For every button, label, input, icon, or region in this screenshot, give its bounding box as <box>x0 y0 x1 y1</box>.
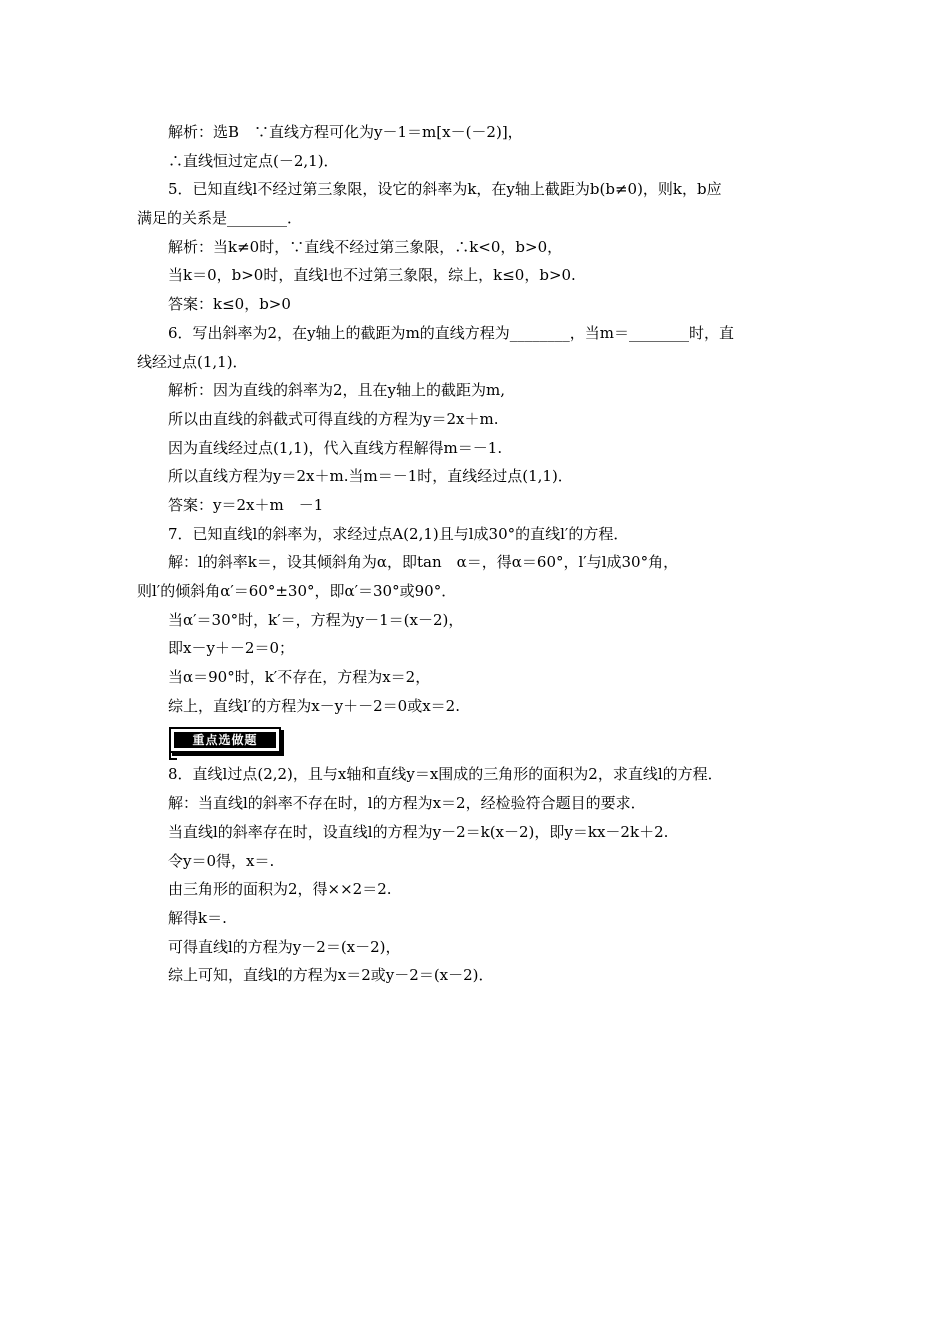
text-line: 所以由直线的斜截式可得直线的方程为y＝2x＋m. <box>168 409 499 428</box>
text-line: 当k＝0，b>0时，直线l也不过第三象限，综上，k≤0，b>0. <box>168 266 576 285</box>
document-body <box>137 118 817 990</box>
question-8: 8．直线l过点(2,2)，且与x轴和直线y＝x围成的三角形的面积为2，求直线l的方程． <box>168 765 723 784</box>
text-line: 综上，直线l′的方程为x－y＋－2＝0或x＝2. <box>168 696 460 715</box>
text-line: 当α′＝30°时，k′＝，方程为y－1＝(x－2)， <box>168 610 464 629</box>
question-5: 5．已知直线l不经过第三象限，设它的斜率为k，在y轴上截距为b(b≠0)，则k，b应 <box>168 180 722 199</box>
text-line: 当直线l的斜率存在时，设直线l的方程为y－2＝k(x－2)，即y＝kx－2k＋2. <box>168 822 669 841</box>
text-line: 可得直线l的方程为y－2＝(x－2)， <box>168 937 401 956</box>
text-line: 解析：选B ∵直线方程可化为y－1＝m[x－(－2)]， <box>168 123 523 141</box>
text-line: 因为直线经过点(1,1)，代入直线方程解得m＝－1. <box>168 438 503 457</box>
question-7: 7．已知直线l的斜率为，求经过点A(2,1)且与l成30°的直线l′的方程． <box>168 524 629 543</box>
text-line: 解析：当k≠0时，∵直线不经过第三象限，∴k<0，b>0， <box>168 237 563 256</box>
text-line: 综上可知，直线l的方程为x＝2或y－2＝(x－2)． <box>168 966 494 985</box>
section-badge-box <box>169 727 281 753</box>
text-line: 由三角形的面积为2，得××2＝2. <box>168 880 392 899</box>
text-line: ∴直线恒过定点(－2,1)． <box>168 151 339 170</box>
text-line: 令y＝0得，x＝. <box>168 851 275 870</box>
question-6: 6．写出斜率为2，在y轴上的截距为m的直线方程为________，当m＝________时，直 <box>168 323 735 342</box>
text-line: 线经过点(1,1)． <box>137 352 248 371</box>
text-line: 解析：因为直线的斜率为2，且在y轴上的截距为m, <box>168 381 506 400</box>
text-line: 满足的关系是________． <box>137 209 303 228</box>
text-line: 解：l的斜率k＝，设其倾斜角为α，即tan α＝，得α＝60°，l′与l成30°角， <box>168 553 679 572</box>
text-line: 当α＝90°时，k′不存在，方程为x＝2， <box>168 668 431 687</box>
text-line: 解：当直线l的斜率不存在时，l的方程为x＝2，经检验符合题目的要求． <box>168 794 646 813</box>
section-badge-label: 重点选做题 <box>174 732 276 748</box>
answer-line: 答案：y＝2x＋m －1 <box>168 495 324 514</box>
text-line: 解得k＝. <box>168 908 227 927</box>
text-line: 则l′的倾斜角α′＝60°±30°，即α′＝30°或90°． <box>137 582 457 600</box>
text-line: 即x－y＋－2＝0； <box>168 639 295 658</box>
badge-arrow-icon <box>169 748 177 760</box>
answer-line: 答案：k≤0，b>0 <box>168 295 291 314</box>
text-line: 所以直线方程为y＝2x＋m.当m＝－1时，直线经过点(1,1)． <box>168 467 573 486</box>
section-badge <box>137 720 817 760</box>
